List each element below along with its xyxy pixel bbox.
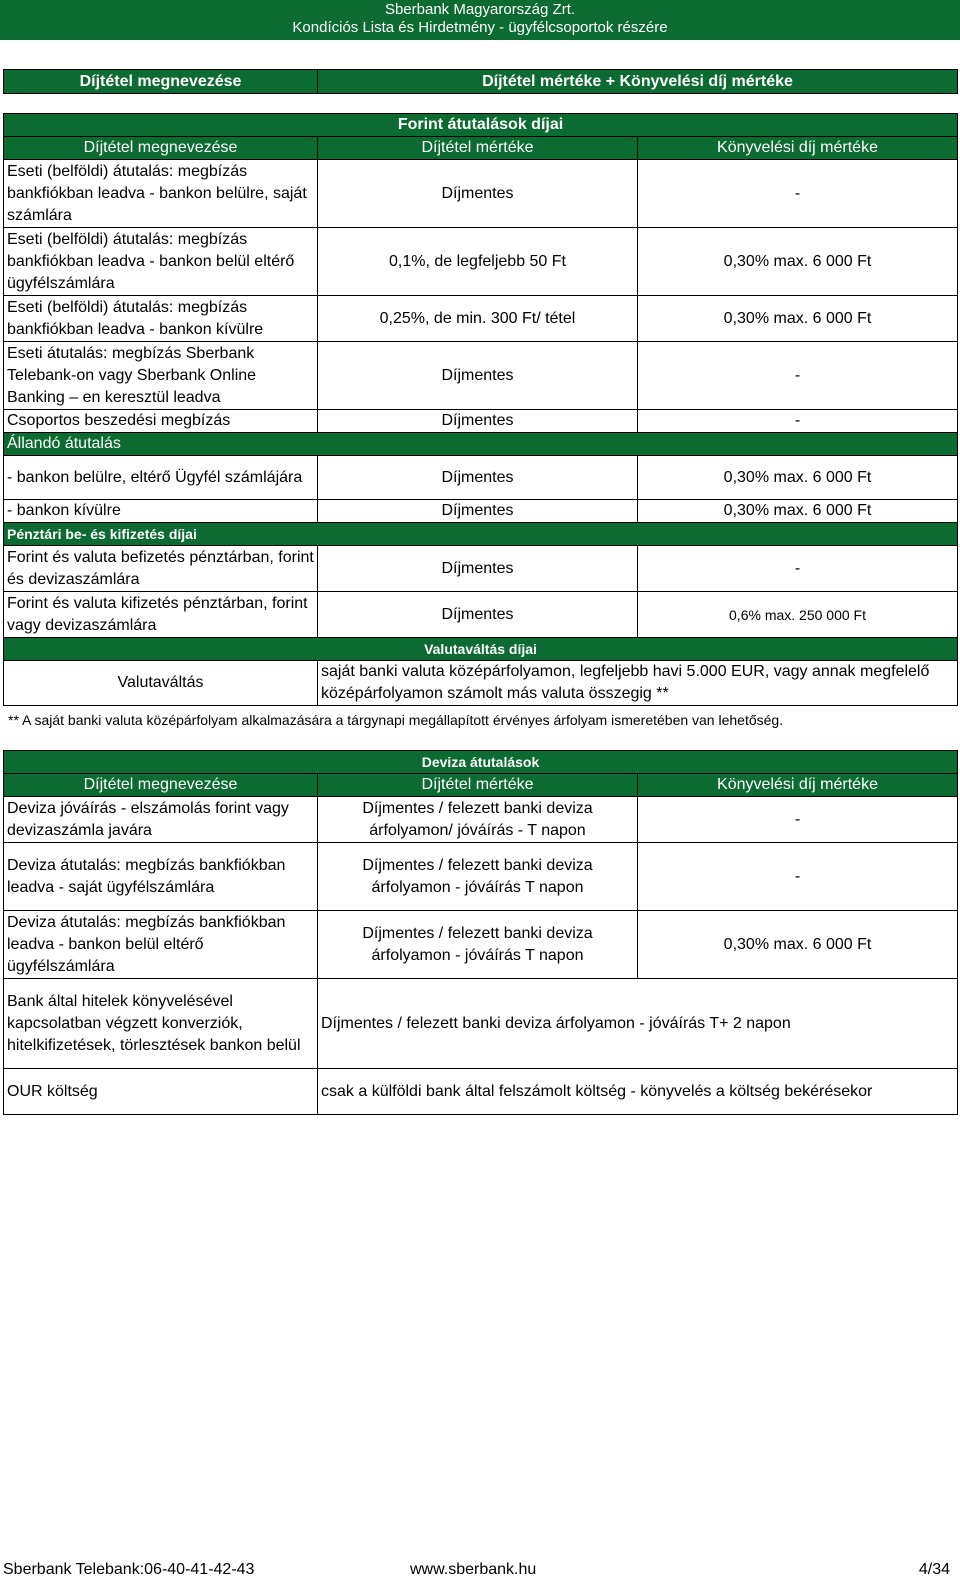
top-header-name: Díjtétel megnevezése — [4, 70, 318, 94]
row-rate: Díjmentes — [318, 546, 638, 592]
top-header-table — [3, 69, 958, 94]
row-fee: 0,30% max. 6 000 Ft — [638, 228, 958, 296]
row-name: Eseti (belföldi) átutalás: megbízás bankfiókban leadva - bankon belülre, saját számlára — [4, 160, 318, 228]
footnote: ** A saját banki valuta középárfolyam alkalmazására a tárgynapi megállapított érvényes árfolyam ismeretében van lehetőség. — [8, 712, 784, 728]
forint-table — [3, 113, 958, 706]
row-rate: Díjmentes — [318, 456, 638, 500]
row-rate: Díjmentes / felezett banki deviza árfolyamon/ jóváírás - T napon — [318, 797, 638, 843]
row-name: OUR költség — [4, 1069, 318, 1115]
deviza-section-title: Deviza átutalások — [4, 751, 958, 774]
forint-header-rate: Díjtétel mértéke — [318, 137, 638, 160]
valuta-section-title: Valutaváltás díjai — [4, 638, 958, 661]
allando-section-title: Állandó átutalás — [4, 433, 958, 456]
table-row — [4, 911, 958, 979]
row-name: - bankon belülre, eltérő Ügyfél számlájára — [4, 456, 318, 500]
table-row — [4, 843, 958, 911]
table-row — [4, 160, 958, 228]
row-name: Forint és valuta befizetés pénztárban, forint és devizaszámlára — [4, 546, 318, 592]
row-name: Deviza jóváírás - elszámolás forint vagy devizaszámla javára — [4, 797, 318, 843]
table-row — [4, 228, 958, 296]
row-rate: Díjmentes / felezett banki deviza árfolyamon - jóváírás T napon — [318, 911, 638, 979]
row-name: Forint és valuta kifizetés pénztárban, forint vagy devizaszámlára — [4, 592, 318, 638]
document-subtitle: Kondíciós Lista és Hirdetmény - ügyfélcsoportok részére — [292, 19, 668, 36]
row-name: Bank által hitelek könyvelésével kapcsolatban végzett konverziók, hitelkifizetések, törlesztések bankon belül — [4, 979, 318, 1069]
company-name: Sberbank Magyarország Zrt. — [384, 1, 576, 18]
row-fee: - — [638, 843, 958, 911]
row-fee: 0,30% max. 6 000 Ft — [638, 296, 958, 342]
row-name: Deviza átutalás: megbízás bankfiókban leadva - saját ügyfélszámlára — [4, 843, 318, 911]
row-rate: 0,1%, de legfeljebb 50 Ft — [318, 228, 638, 296]
footer-page-number: 4/34 — [918, 1561, 950, 1578]
valuta-text: saját banki valuta középárfolyamon, legfeljebb havi 5.000 EUR, vagy annak megfelelő középárfolyamon számolt más valuta összegig ** — [318, 661, 958, 706]
row-rate: Díjmentes — [318, 592, 638, 638]
document-header — [0, 0, 960, 40]
table-row — [4, 500, 958, 523]
table-row — [4, 797, 958, 843]
row-rate: Díjmentes — [318, 410, 638, 433]
row-rate: 0,25%, de min. 300 Ft/ tétel — [318, 296, 638, 342]
table-row — [4, 1069, 958, 1115]
row-fee: 0,30% max. 6 000 Ft — [638, 500, 958, 523]
row-fee: 0,6% max. 250 000 Ft — [638, 592, 958, 638]
row-fee: 0,30% max. 6 000 Ft — [638, 456, 958, 500]
row-name: Csoportos beszedési megbízás — [4, 410, 318, 433]
table-row — [4, 661, 958, 706]
table-row — [4, 342, 958, 410]
table-row — [4, 979, 958, 1069]
footer-telebank: Sberbank Telebank:06-40-41-42-43 — [3, 1561, 255, 1578]
row-rate: Díjmentes — [318, 160, 638, 228]
row-name: Eseti (belföldi) átutalás: megbízás bankfiókban leadva - bankon kívülre — [4, 296, 318, 342]
top-header-rate: Díjtétel mértéke + Könyvelési díj mértéke — [318, 70, 958, 94]
table-row — [4, 592, 958, 638]
row-fee: - — [638, 342, 958, 410]
row-fee: - — [638, 160, 958, 228]
deviza-header-rate: Díjtétel mértéke — [318, 774, 638, 797]
table-row — [4, 456, 958, 500]
forint-header-name: Díjtétel megnevezése — [4, 137, 318, 160]
forint-section-title: Forint átutalások díjai — [4, 114, 958, 137]
penztari-section-title: Pénztári be- és kifizetés díjai — [4, 523, 958, 546]
row-rate: Díjmentes / felezett banki deviza árfolyamon - jóváírás T napon — [318, 843, 638, 911]
deviza-header-name: Díjtétel megnevezése — [4, 774, 318, 797]
table-row — [4, 546, 958, 592]
row-wide-text: Díjmentes / felezett banki deviza árfolyamon - jóváírás T+ 2 napon — [318, 979, 958, 1069]
row-name: - bankon kívülre — [4, 500, 318, 523]
row-fee: - — [638, 410, 958, 433]
footer-website-link[interactable]: www.sberbank.hu — [410, 1561, 537, 1578]
row-fee: 0,30% max. 6 000 Ft — [638, 911, 958, 979]
forint-header-fee: Könyvelési díj mértéke — [638, 137, 958, 160]
valuta-name: Valutaváltás — [4, 661, 318, 706]
row-fee: - — [638, 546, 958, 592]
deviza-table — [3, 750, 958, 1115]
row-wide-text: csak a külföldi bank által felszámolt költség - könyvelés a költség bekérésekor — [318, 1069, 958, 1115]
row-name: Eseti átutalás: megbízás Sberbank Telebank-on vagy Sberbank Online Banking – en keresztül leadva — [4, 342, 318, 410]
deviza-header-fee: Könyvelési díj mértéke — [638, 774, 958, 797]
row-fee: - — [638, 797, 958, 843]
table-row — [4, 410, 958, 433]
table-row — [4, 296, 958, 342]
row-name: Deviza átutalás: megbízás bankfiókban leadva - bankon belül eltérő ügyfélszámlára — [4, 911, 318, 979]
row-rate: Díjmentes — [318, 500, 638, 523]
row-name: Eseti (belföldi) átutalás: megbízás bankfiókban leadva - bankon belül eltérő ügyfélszámlára — [4, 228, 318, 296]
row-rate: Díjmentes — [318, 342, 638, 410]
